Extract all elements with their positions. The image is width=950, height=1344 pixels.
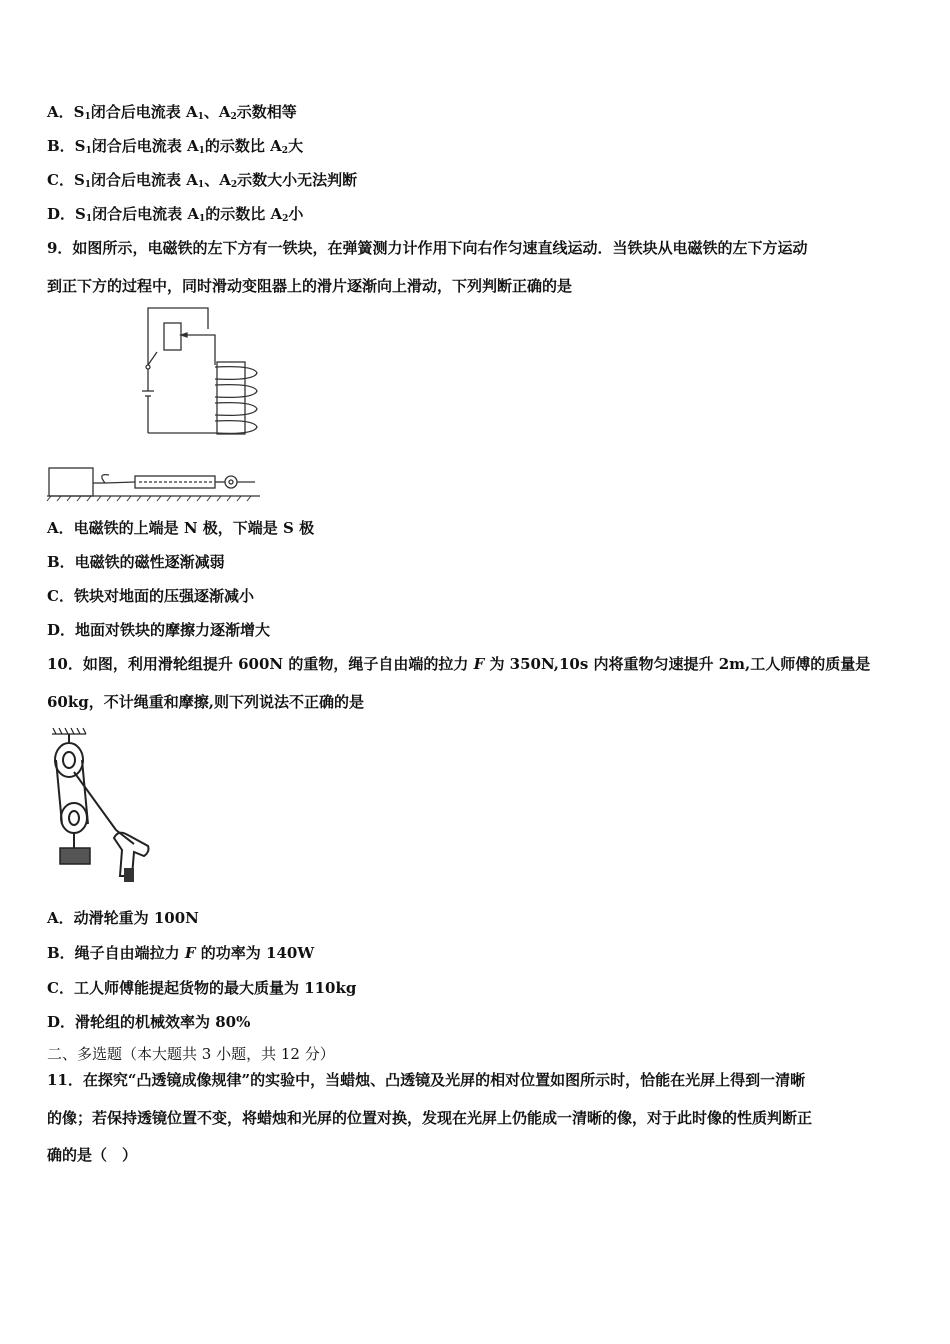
q9-stem-line1: 9．如图所示，电磁铁的左下方有一铁块，在弹簧测力计作用下向右作匀速直线运动．当铁块从电磁铁的左下方运动: [47, 239, 808, 257]
q10-option-a: A．动滑轮重为 100N: [47, 909, 199, 927]
q9-option-c: C．铁块对地面的压强逐渐减小: [47, 587, 254, 605]
q8-option-b: B．$S_1$闭合后电流表 $A_1$的示数比 $A_2$大: [47, 137, 304, 156]
q11-stem-line2: 的像；若保持透镜位置不变，将蜡烛和光屏的位置对换，发现在光屏上仍能成一清晰的像，对于此时像的性质判断正: [47, 1109, 813, 1127]
q8-option-a: A．$S_1$闭合后电流表 $A_1$、$A_2$示数相等: [47, 103, 297, 122]
q9-option-b: B．电磁铁的磁性逐渐减弱: [47, 553, 225, 571]
q10-stem-line1: 10．如图，利用滑轮组提升 600N 的重物，绳子自由端的拉力 F 为 350N,10s 内将重物匀速提升 2m,工人师傅的质量是: [47, 655, 871, 673]
q10-option-d: D．滑轮组的机械效率为 80%: [47, 1013, 251, 1031]
q10-option-b: B．绳子自由端拉力 F 的功率为 140W: [47, 944, 315, 962]
q10-pulley-figure: [52, 726, 162, 886]
q9-option-d: D．地面对铁块的摩擦力逐渐增大: [47, 621, 271, 639]
q11-stem-line1: 11．在探究“凸透镜成像规律”的实验中，当蜡烛、凸透镜及光屏的相对位置如图所示时，恰能在光屏上得到一清晰: [47, 1071, 806, 1089]
q8-option-c: C．$S_1$闭合后电流表 $A_1$、$A_2$示数大小无法判断: [47, 171, 358, 190]
q9-electromagnet-figure: [45, 305, 265, 505]
q11-stem-line3: 确的是（ ）: [47, 1146, 138, 1164]
q8-option-d: D．$S_1$闭合后电流表 $A_1$的示数比 $A_2$小: [47, 205, 304, 224]
q9-stem-line2: 到正下方的过程中，同时滑动变阻器上的滑片逐渐向上滑动，下列判断正确的是: [47, 277, 573, 295]
q10-stem-line2: 60kg，不计绳重和摩擦,则下列说法不正确的是: [47, 693, 364, 711]
q10-option-c: C．工人师傅能提起货物的最大质量为 110kg: [47, 979, 357, 997]
q9-option-a: A．电磁铁的上端是 N 极，下端是 S 极: [47, 519, 315, 537]
section-title: 二、多选题（本大题共 3 小题，共 12 分）: [47, 1045, 335, 1063]
